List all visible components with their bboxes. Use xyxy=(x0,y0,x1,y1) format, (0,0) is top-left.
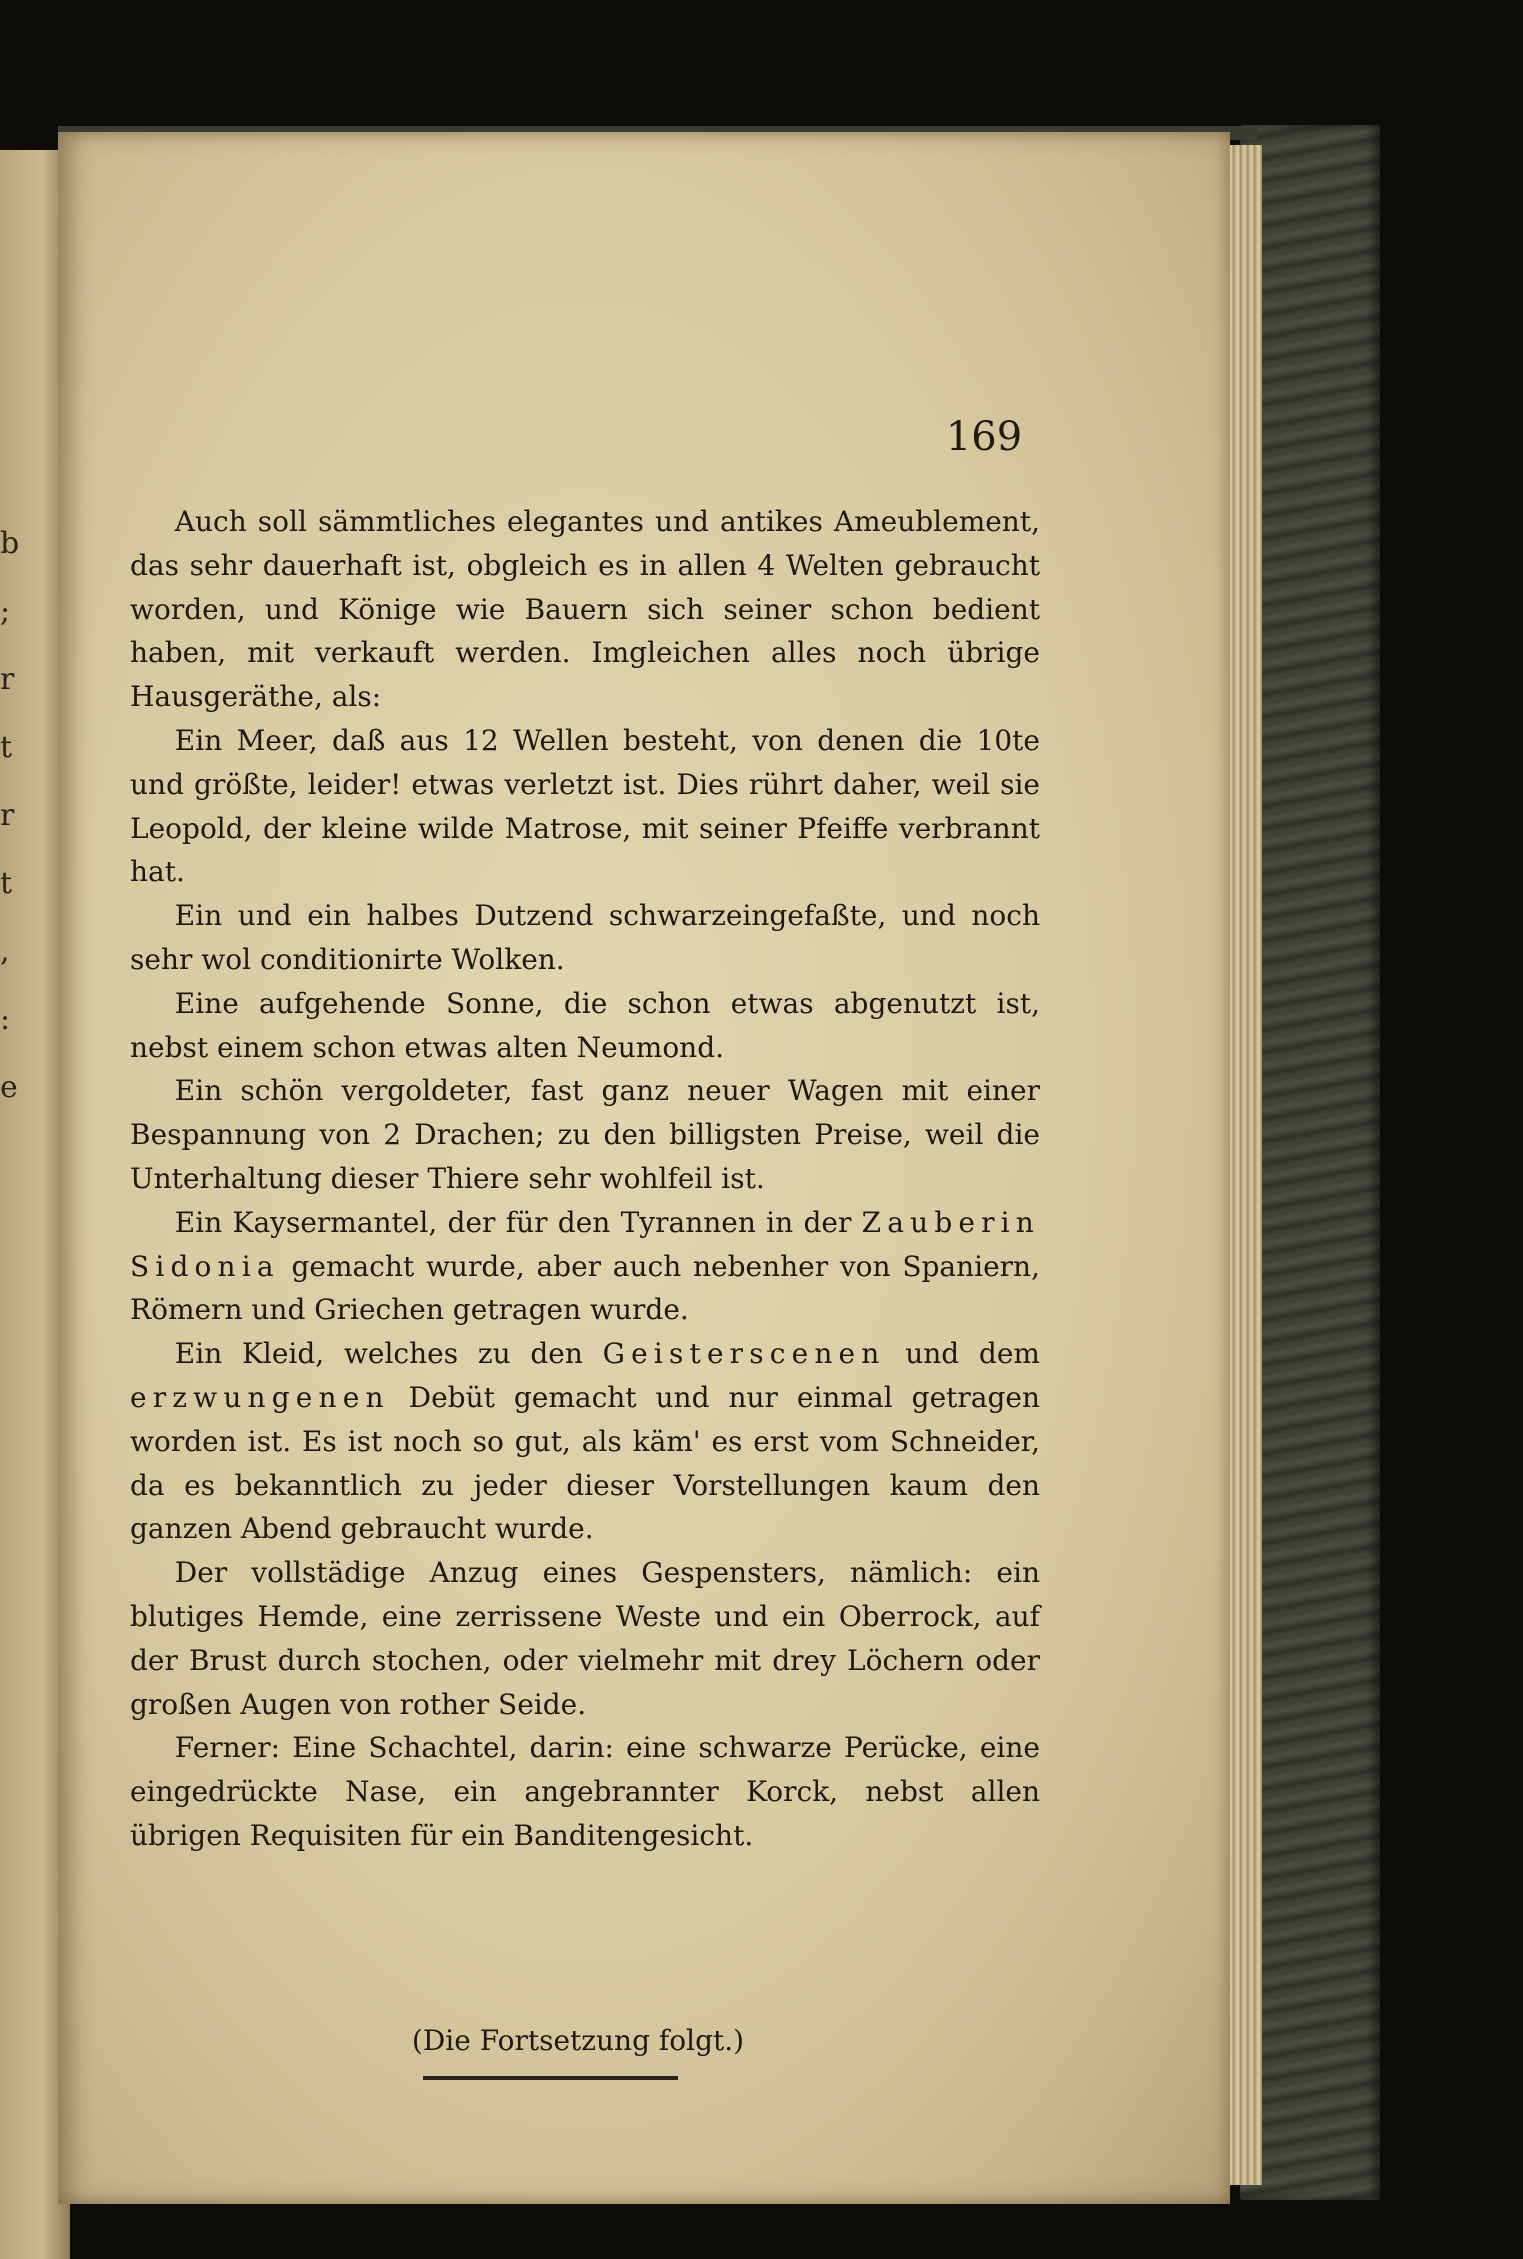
paragraph-text: Ein Kaysermantel, der für den Tyrannen in der xyxy=(174,1205,862,1239)
paragraph-text: Ein schön vergoldeter, fast ganz neuer Wagen mit einer Bespannung von 2 Drachen; zu den billigsten Preise, weil die Unterhaltung dieser Thiere sehr wohlfeil ist. xyxy=(130,1074,1040,1195)
book-page xyxy=(58,132,1230,2204)
page-number: 169 xyxy=(945,414,1023,460)
paragraph-text: Eine aufgehende Sonne, die schon etwas abgenutzt ist, nebst einem schon etwas alten Neumond. xyxy=(130,986,1040,1064)
paragraph xyxy=(130,982,1040,1070)
paragraph-text: Auch soll sämmtliches elegantes und antikes Ameublement, das sehr dauerhaft ist, obgleich es in allen 4 Welten gebraucht worden, und Könige wie Bauern sich seiner schon bedient haben, mit verkauft werden. Imgleichen alles noch übrige Hausgeräthe, als: xyxy=(130,505,1040,714)
left-page-fragment: b xyxy=(0,526,20,561)
paragraph-text: gemacht wurde, aber auch nebenher von Spaniern, Römern und Griechen getragen wurde. xyxy=(130,1249,1040,1327)
paragraph xyxy=(130,719,1040,894)
left-page-fragments xyxy=(0,510,30,1122)
continued-note: (Die Fortsetzung folgt.) xyxy=(411,2024,745,2057)
paragraph xyxy=(130,500,1040,719)
spaced-text: Geisterscenen xyxy=(602,1337,886,1371)
left-page-fragment: t xyxy=(0,730,13,765)
paragraph-text: Der vollstädige Anzug eines Gespensters, nämlich: ein blutiges Hemde, eine zerrissene Weste und ein Oberrock, auf der Brust durch stochen, oder vielmehr mit drey Löchern oder großen Augen von rother Seide. xyxy=(130,1556,1040,1721)
left-page-fragment: ; xyxy=(0,594,11,629)
left-page-fragment: t xyxy=(0,866,13,901)
paragraph-text: Ein Meer, daß aus 12 Wellen besteht, von denen die 10te und größte, leider! etwas verletzt ist. Dies rührt daher, weil sie Leopold, der kleine wilde Matrose, mit seiner Pfeiffe verbrannt hat. xyxy=(130,723,1040,889)
closing-rule xyxy=(423,2076,678,2080)
left-page-fragment: r xyxy=(0,798,15,833)
paragraph-text: Ein Kleid, welches zu den xyxy=(174,1337,603,1371)
spaced-text: erzwungenen xyxy=(130,1380,390,1414)
page-text xyxy=(130,500,1040,2040)
left-page-fragment: e xyxy=(0,1070,18,1105)
paragraph xyxy=(130,1332,1040,1551)
paragraph xyxy=(130,1201,1040,1332)
paragraph-text: und dem xyxy=(885,1337,1040,1371)
paragraph-text: Ein und ein halbes Dutzend schwarzeingefaßte, und noch sehr wol conditionirte Wolken. xyxy=(130,899,1040,976)
left-page-fragment: r xyxy=(0,662,15,697)
paragraph xyxy=(130,1551,1040,1726)
paragraph xyxy=(130,894,1040,982)
left-page-fragment: : xyxy=(0,1002,11,1037)
paragraph-text: Ferner: Eine Schachtel, darin: eine schwarze Perücke, eine eingedrückte Nase, ein angebrannter Korck, nebst allen übrigen Requisiten für ein Banditengesicht. xyxy=(130,1731,1040,1852)
paragraph-text: Debüt gemacht und nur einmal getragen worden ist. Es ist noch so gut, als käm' es erst vom Schneider, da es bekanntlich zu jeder dieser Vorstellungen kaum den ganzen Abend gebraucht wurde. xyxy=(130,1380,1040,1546)
paragraph xyxy=(130,1726,1040,1857)
paragraph xyxy=(130,1069,1040,1200)
left-page-fragment: , xyxy=(0,934,10,969)
spaced-text: Zauberin Sidonia xyxy=(130,1205,1040,1283)
